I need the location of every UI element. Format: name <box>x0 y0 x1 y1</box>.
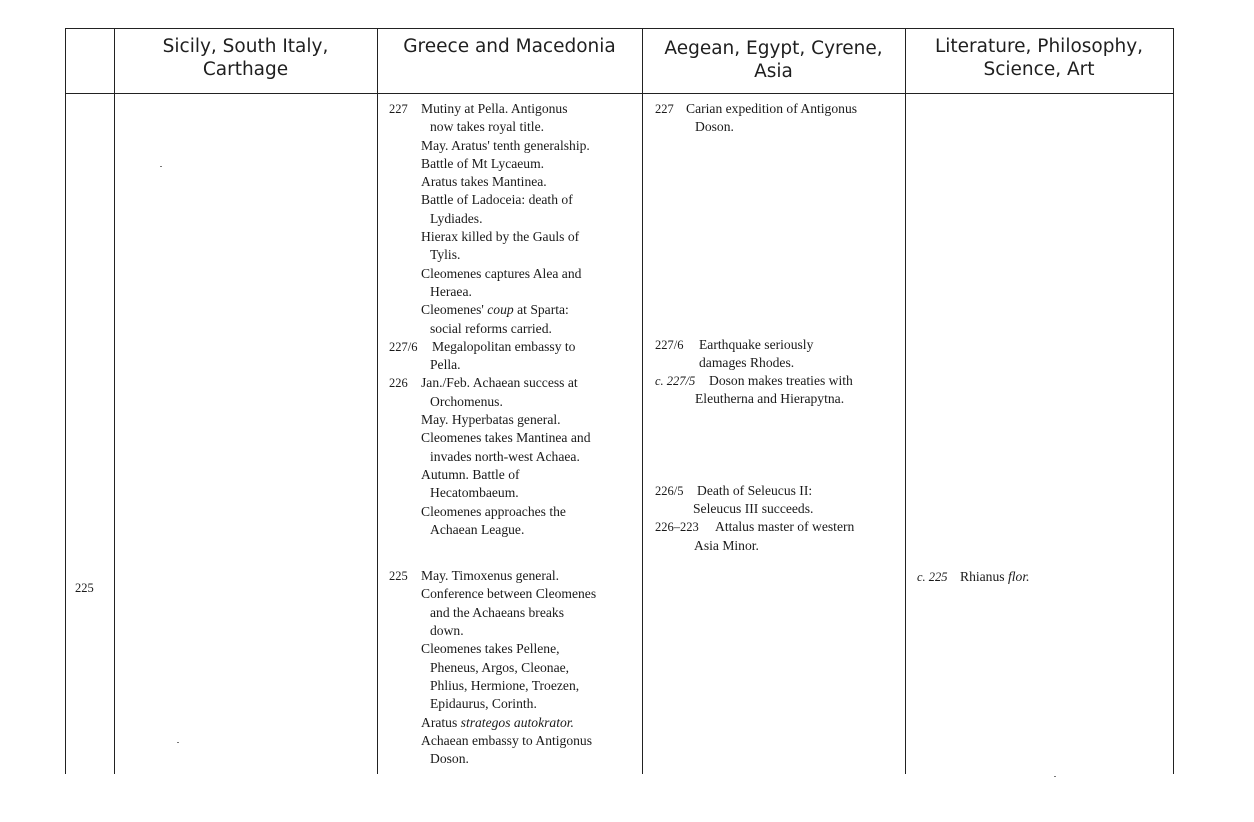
entry-line: Hierax killed by the Gauls of <box>421 229 580 245</box>
entry-line: Carian expedition of Antigonus <box>686 101 858 116</box>
entry-line: Eleutherna and Hierapytna. <box>695 391 845 407</box>
entry-italic: strategos autokrator. <box>460 714 574 730</box>
entry-date: 226–223 <box>655 520 699 535</box>
entry-226-223 <box>655 518 905 555</box>
entry-italic: coup <box>487 302 514 318</box>
entry-date: 225 <box>389 569 408 584</box>
entry-line: Attalus master of western <box>715 519 855 535</box>
entry-line: Tylis. <box>430 247 461 263</box>
entry-line: now takes royal title. <box>430 119 545 135</box>
entry-line <box>960 568 1167 586</box>
entry-date: 227/6 <box>389 339 418 354</box>
entry-text: at Sparta: <box>517 302 569 318</box>
speck <box>160 166 162 167</box>
header-line: Aegean, Egypt, Cyrene, <box>664 38 883 59</box>
table-top-rule <box>65 28 1173 29</box>
entry-line: Hecatombaeum. <box>430 485 519 501</box>
rule-year <box>114 28 115 774</box>
entry-line: Cleomenes captures Alea and <box>421 265 582 281</box>
entry-line: invades north-west Achaea. <box>430 448 580 464</box>
entry-c227-5 <box>655 372 905 409</box>
entry-line: Battle of Ladoceia: death of <box>421 192 573 208</box>
entry-227 <box>389 100 642 338</box>
rule-greece <box>642 28 643 774</box>
entry-text: Rhianus <box>960 569 1005 584</box>
entry-line: Conference between Cleomenes <box>421 586 597 602</box>
entry-line: Autumn. Battle of <box>421 466 520 482</box>
entry-line: Seleucus III succeeds. <box>693 501 814 517</box>
entry-date: 226/5 <box>655 483 684 498</box>
entry-line: Aratus takes Mantinea. <box>421 174 547 190</box>
entry-line: and the Achaeans breaks <box>430 604 564 620</box>
entry-line: Doson makes treaties with <box>709 373 853 389</box>
entry-line <box>421 301 642 319</box>
header-line: Sicily, South Italy, <box>162 36 329 57</box>
entry-227-6 <box>389 338 642 375</box>
rule-sicily <box>377 28 378 774</box>
rule-left <box>65 28 66 774</box>
entry-date-text: c. 225 <box>917 570 948 584</box>
entry-227 <box>655 100 905 137</box>
entry-line: Cleomenes approaches the <box>421 503 566 519</box>
entry-line: Megalopolitan embassy to <box>432 338 576 354</box>
entry-line: Jan./Feb. Achaean success at <box>421 375 578 391</box>
entry-line: May. Hyperbatas general. <box>421 412 561 428</box>
entry-line: Orchomenus. <box>430 393 503 409</box>
entry-line: Heraea. <box>430 283 472 299</box>
entry-line: damages Rhodes. <box>699 354 795 370</box>
entry-line: Doson. <box>430 751 469 767</box>
entry-date: 227/6 <box>655 337 684 352</box>
entry-line: Pheneus, Argos, Cleonae, <box>430 659 570 675</box>
entry-text: Aratus <box>421 714 458 730</box>
entry-line: Earthquake seriously <box>699 336 814 352</box>
header-line: Asia <box>754 61 793 82</box>
entry-date <box>917 568 948 586</box>
header-line: Greece and Macedonia <box>403 36 616 57</box>
header-line: Literature, Philosophy, <box>934 36 1144 57</box>
entry-line: Pella. <box>430 357 461 373</box>
header-greece <box>377 35 642 91</box>
entry-225 <box>389 567 642 768</box>
entry-line: Doson. <box>695 119 734 135</box>
entry-line <box>421 714 642 732</box>
header-sicily <box>114 35 377 91</box>
entry-date: 226 <box>389 376 408 391</box>
entry-line: Achaean embassy to Antigonus <box>421 732 593 748</box>
entry-line: May. Aratus' tenth generalship. <box>421 137 590 153</box>
entry-line: Mutiny at Pella. Antigonus <box>421 101 568 116</box>
entry-227-6 <box>655 336 905 373</box>
entry-date <box>655 372 695 390</box>
aegean-column <box>655 100 905 555</box>
entry-line: down. <box>430 623 464 639</box>
header-aegean <box>642 37 905 93</box>
entry-226 <box>389 374 642 539</box>
greece-column <box>389 100 642 768</box>
entry-line: social reforms carried. <box>430 320 552 336</box>
entry-line: Cleomenes takes Pellene, <box>421 641 560 657</box>
entry-date: 227 <box>655 102 674 116</box>
year-marker: 225 <box>75 581 94 595</box>
entry-line: Phlius, Hermione, Troezen, <box>430 677 580 693</box>
entry-line: Death of Seleucus II: <box>697 482 813 498</box>
entry-line: Achaean League. <box>430 521 525 537</box>
speck <box>1054 776 1056 777</box>
literature-column <box>917 568 1167 586</box>
header-bottom-rule <box>65 93 1173 94</box>
entry-c225 <box>917 568 1167 586</box>
entry-date: 227 <box>389 102 408 116</box>
header-literature <box>905 35 1173 91</box>
entry-226-5 <box>655 482 905 519</box>
entry-line: May. Timoxenus general. <box>421 568 560 584</box>
entry-line: Asia Minor. <box>694 537 759 553</box>
entry-line: Epidaurus, Corinth. <box>430 696 537 712</box>
rule-right <box>1173 28 1174 774</box>
entry-text: Cleomenes' <box>421 302 484 318</box>
entry-line: Cleomenes takes Mantinea and <box>421 430 591 446</box>
entry-date-text: c. 227/5 <box>655 374 696 389</box>
header-line: Carthage <box>202 59 289 80</box>
entry-line: Battle of Mt Lycaeum. <box>421 155 545 171</box>
header-line: Science, Art <box>983 59 1095 80</box>
speck <box>177 742 179 743</box>
entry-italic: flor. <box>1007 569 1030 584</box>
entry-line: Lydiades. <box>430 210 483 226</box>
rule-aegean <box>905 28 906 774</box>
